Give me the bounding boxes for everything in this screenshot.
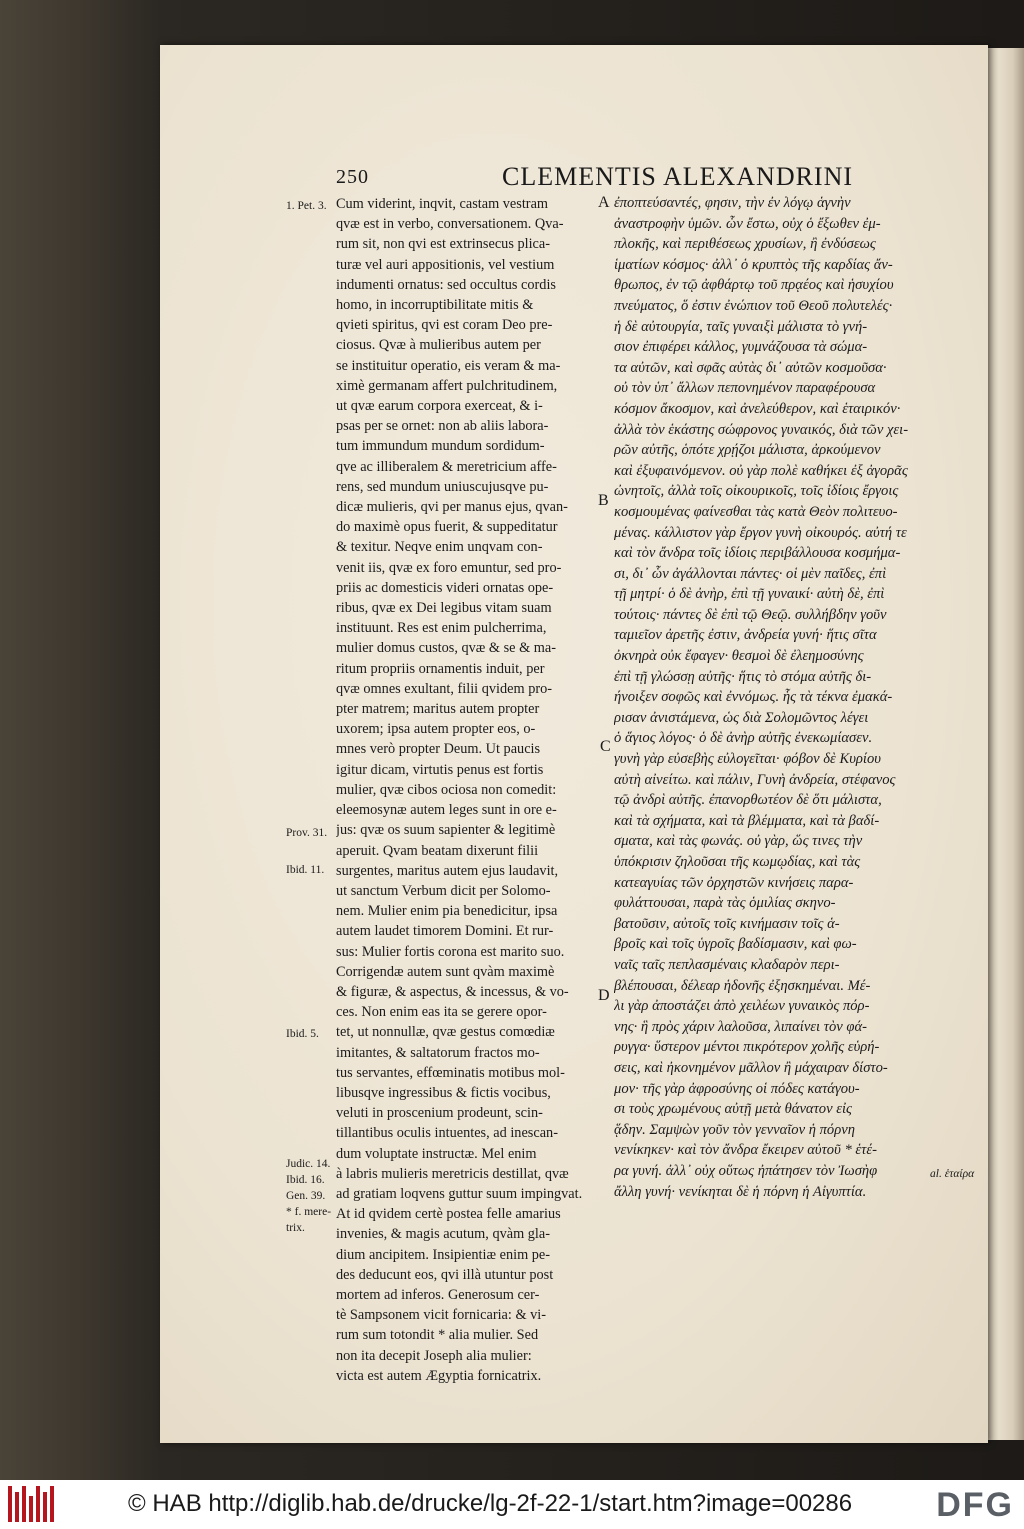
page-number: 250 (336, 166, 369, 188)
latin-text-line: qve ac illiberalem & meretricium affe- (336, 458, 557, 475)
latin-text-line: ad gratiam loqvens guttur suum impingvat. (336, 1185, 583, 1202)
hab-logo-icon (8, 1486, 58, 1522)
greek-text-line: ἱματίων κόσμος· ἀλλ᾽ ὁ κρυπτὸς τῆς καρδίας ἄν- (614, 256, 893, 273)
greek-text-line: ναῖς ταῖς πεπλασμέναις κλαδαρὸν περι- (614, 956, 840, 973)
greek-text-line: οὐ τὸν ὑπ᾽ ἄλλων πεπονημένον παραφέρουσα (614, 380, 876, 397)
latin-text-line: ut qvæ earum corpora exerceat, & i- (336, 398, 543, 415)
latin-text-line: invenies, & magis acutum, qvàm gla- (336, 1226, 551, 1243)
greek-text-line: καὶ τὰ σχήματα, καὶ τὰ βλέμματα, καὶ τὰ βαδί- (614, 812, 880, 829)
greek-text-line: ρισαν ἀνιστάμενα, ὡς διὰ Σολομῶντος λέγει (614, 709, 869, 726)
greek-text-line: ρῶν αὐτῆς, ὁπότε χρῄζοι μάλιστα, ἀρκούμενον (614, 442, 881, 459)
greek-column (614, 193, 974, 1202)
greek-text-line: σιον ἐπιφέρει κάλλος, γυμνάζουσα τὰ σώμα- (614, 339, 868, 356)
section-letter-d: D (598, 987, 610, 1004)
latin-text-line: At id qvidem certè postea felle amarius (336, 1206, 561, 1223)
latin-text-line: surgentes, maritus autem ejus laudavit, (336, 862, 559, 879)
latin-text-line: qvæ est in verbo, conversationem. Qva- (336, 216, 564, 233)
greek-text-line: ὁ ἅγιος λόγος· ὁ δὲ ἀνὴρ αὐτῆς ἐνεκωμίασεν. (614, 730, 873, 747)
latin-text-line: mulier domus custos, qvæ & se & ma- (336, 640, 556, 657)
greek-text-line: κοσμουμένας φαίνεσθαι τὰς κατὰ Θεὸν πολιτευο- (614, 503, 898, 520)
greek-text-line: ἀλλὰ τὸν ἑκάστης σώφρονος γυναικός, διὰ τῶν χει- (614, 421, 909, 438)
greek-text-line: βατοῦσιν, αὐτοῖς τοῖς κινήμασιν τοῖς ἁ- (614, 915, 840, 932)
greek-text-line: ὑπόκρισιν ζηλοῦσαι τῆς κωμῳδίας, καὶ τὰς (614, 854, 861, 870)
latin-text-line: ciosus. Qvæ à mulieribus autem per (336, 337, 541, 354)
latin-text-line: eleemosynæ autem leges sunt in ore e- (336, 802, 557, 819)
latin-text-line: non ita decepit Joseph alia mulier: (336, 1347, 532, 1364)
section-letter-b: B (598, 492, 609, 509)
latin-text-line: tus servantes, effœminatis motibus mol- (336, 1064, 565, 1081)
greek-text-line: κατεαγυίας τῶν ὀρχηστῶν κινήσεις παρα- (614, 874, 854, 891)
greek-text-line: βλέπουσαι, δέλεαρ ἡδονῆς ἐξησκημέναι. Μέ- (614, 977, 871, 994)
latin-text-line: instituunt. Res est enim pulcherrima, (336, 620, 547, 637)
latin-text-line: uxorem; ipsa autem propter eos, o- (336, 721, 536, 738)
book-spine-edge (988, 48, 1024, 1440)
greek-text-line: ρυγγα· ὕστερον μέντοι πικρότερον χολῆς εὑρή- (614, 1039, 880, 1056)
side-note-variant: al. ἑταίρα (930, 1168, 975, 1180)
latin-text-line: libusqve ingressibus & fictis vocibus, (336, 1084, 551, 1101)
greek-text-line: μον· τῆς γὰρ ἀφροσύνης οἱ πόδες κατάγου- (614, 1080, 860, 1097)
latin-text-line: nem. Mulier enim pia benedicitur, ipsa (336, 903, 558, 920)
latin-text-line: mnes verò propter Deum. Ut paucis (336, 741, 541, 758)
greek-text-line: θρωπος, ἐν τῷ ἀφθάρτῳ τοῦ πρᾳέος καὶ ἡσυχίου (614, 277, 894, 294)
greek-text-line: πνεύματος, ὅ ἐστιν ἐνώπιον τοῦ Θεοῦ πολυτελές· (614, 297, 893, 314)
latin-text-line: ces. Non enim eas ita se gerere opor- (336, 1004, 547, 1021)
latin-text-line: do maximè opus fuerit, & suppeditatur (336, 519, 558, 536)
latin-text-line: tum immundum mundum sordidum- (336, 438, 545, 455)
latin-text-line: mortem ad inferos. Generosum cer- (336, 1286, 540, 1303)
greek-text-line: νενίκηκεν· καὶ τὸν ἄνδρα ἔκειρεν αὐτοῦ * ἑτέ- (614, 1142, 877, 1159)
greek-text-line: σματα, καὶ τὰς φωνάς. οὐ γὰρ, ὥς τινες τὴν (614, 833, 863, 850)
latin-text-line: qvieti spiritus, qvi est coram Deo pre- (336, 317, 553, 334)
latin-text-line: tet, ut nonnullæ, qvæ gestus comœdiæ (336, 1024, 555, 1041)
greek-text-line: σεις, καὶ ἠκονημένον μᾶλλον ἢ μάχαιραν δίστο- (614, 1059, 888, 1076)
latin-text-line: dium ancipitem. Insipientiæ enim pe- (336, 1246, 551, 1263)
greek-text-line: ἐποπτεύσαντές, φησιν, τὴν ἐν λόγῳ ἁγνὴν (614, 195, 851, 211)
greek-text-line: νης· ἣ πρὸς χάριν λαλοῦσα, λιπαίνει τὸν φά- (614, 1018, 867, 1035)
latin-text-line: sus: Mulier fortis corona est marito suo. (336, 943, 565, 960)
latin-text-line: tè Sampsonem vicit fornicaria: & vi- (336, 1307, 547, 1324)
latin-text-line: à labris mulieris meretricis destillat, qvæ (336, 1165, 569, 1182)
margin-note-ibid-11: Ibid. 11. (286, 864, 325, 876)
latin-text-line: Corrigendæ autem sunt qvàm maximè (336, 963, 555, 980)
greek-text-line: τῇ μητρί· ὁ δὲ ἀνὴρ, ἐπὶ τῇ γυναικί· αὐτὴ δὲ, ἐπὶ (614, 586, 885, 603)
latin-text-line: igitur dicam, virtutis penus est fortis (336, 761, 544, 778)
latin-text-line: aperuit. Qvam beatam dixerunt filii (336, 842, 539, 859)
greek-text-line: ἡ δὲ αὐτουργία, ταῖς γυναιξὶ μάλιστα τὸ γνή- (614, 318, 868, 335)
latin-text-line: ribus, qvæ ex Dei legibus vitam suam (336, 600, 552, 617)
copyright-link[interactable]: © HAB http://diglib.hab.de/drucke/lg-2f-22-1/start.htm?image=00286 (128, 1490, 853, 1517)
greek-text-line: πλοκῆς, καὶ περιθέσεως χρυσίων, ἢ ἐνδύσεως (614, 236, 876, 253)
latin-text-line: priis ac domesticis videri ornatas ope- (336, 579, 554, 596)
latin-text-line: turæ vel auri appositionis, vel vestium (336, 256, 555, 273)
latin-text-line: indumenti ornatus: sed occultus cordis (336, 276, 556, 293)
latin-text-line: jus: qvæ os suum sapienter & legitimè (336, 822, 556, 839)
latin-text-line: rum sit, non qvi est extrinsecus plica- (336, 236, 551, 253)
margin-note-gen: Gen. 39. (286, 1190, 326, 1202)
margin-note-prov: Prov. 31. (286, 827, 328, 839)
greek-text-line: φυλάττουσαι, παρὰ τὰς ὁμιλίας σκηνο- (614, 895, 836, 912)
margin-note-ibid-16: Ibid. 16. (286, 1174, 325, 1186)
greek-text-line: βροῖς καὶ τοῖς ὑγροῖς βαδίσμασιν, καὶ φω- (614, 936, 857, 953)
latin-column (336, 194, 598, 1386)
latin-text-line: veluti in proscenium prodeunt, scin- (336, 1105, 543, 1122)
latin-text-line: & figuræ, & aspectus, & incessus, & vo- (336, 983, 569, 1000)
latin-text-line: psas per se ornet: non ab aliis labora- (336, 418, 549, 435)
greek-text-line: τῷ ἀνδρὶ αὐτῆς. ἐπανορθωτέον δὲ ὅτι μάλιστα, (614, 792, 882, 809)
greek-text-line: ἀναστροφὴν ὑμῶν. ὧν ἔστω, οὐχ ὁ ἔξωθεν ἐμ- (614, 215, 881, 232)
latin-text-line: ritum propriis ornamentis induit, per (336, 660, 545, 677)
margin-note-1pet: 1. Pet. 3. (286, 200, 327, 212)
latin-text-line: dum voluptate instructæ. Mel enim (336, 1145, 537, 1162)
latin-text-line: homo, in incorruptibilitate mitis & (336, 297, 534, 314)
latin-text-line: venit iis, qvæ ex foro emuntur, sed pro- (336, 559, 562, 576)
greek-text-line: τα αὐτῶν, καὶ σφᾶς αὐτὰς δι᾽ αὐτῶν κοσμοῦσα· (614, 359, 887, 376)
section-letter-a: A (598, 194, 610, 211)
latin-text-line: autem laudet timorem Domini. Et rur- (336, 923, 554, 940)
greek-text-line: σι τοὺς χρωμένους αὐτῇ μετὰ θάνατον εἰς (614, 1101, 852, 1118)
latin-text-line: mulier, qvæ cibos ociosa non comedit: (336, 781, 557, 798)
greek-text-line: καὶ τὸν ἄνδρα τοῖς ἰδίοις περιβάλλουσα κοσμήμα- (614, 545, 901, 562)
latin-text-line: Cum viderint, inqvit, castam vestram (336, 196, 549, 212)
latin-text-line: rens, sed mundum uniuscujusqve pu- (336, 478, 549, 495)
greek-text-line: ἄλλη γυνή· νενίκηται δὲ ἡ πόρνη ἡ Αἰγυπτία. (614, 1183, 867, 1200)
latin-text-line: rum sum totondit * alia mulier. Sed (336, 1327, 539, 1344)
greek-text-line: μένας. κάλλιστον γὰρ ἔργον γυνὴ οἰκουρός. αὐτή τε (614, 524, 907, 541)
latin-text-line: dicæ mulieris, qvi per manus ejus, qvan- (336, 499, 568, 516)
latin-text-line: victa est autem Ægyptia fornicatrix. (336, 1367, 542, 1384)
greek-text-line: κόσμον ἄκοσμον, καὶ ἀνελεύθερον, καὶ ἑταιρικόν· (614, 400, 901, 417)
greek-text-line: ταμιεῖον ἀρετῆς ἐστιν, ἀνδρεία γυνή· ἥτις σῖτα (614, 627, 877, 644)
greek-text-line: σι, δι᾽ ὧν ἀγάλλονται πάντες· οἱ μὲν παῖδες, ἐπὶ (614, 565, 887, 582)
latin-text-line: pter matrem; maritus autem propter (336, 701, 540, 718)
latin-text-line: tillantibus oculis intuentes, ad inescan- (336, 1125, 558, 1142)
margin-note-judic: Judic. 14. (286, 1158, 331, 1170)
greek-text-line: γυνὴ γὰρ εὐσεβὴς εὐλογεῖται· φόβον δὲ Κυρίου (614, 751, 881, 768)
greek-text-line: καὶ ἐξυφαινόμενον. οὐ γὰρ πολὲ καθήκει ἐξ ἀγορᾶς (614, 462, 908, 479)
greek-text-line: ρα γυνή. ἀλλ᾽ οὐχ οὕτως ἠπάτησεν τὸν Ἰωσὴφ (614, 1162, 878, 1179)
section-letter-c: C (600, 738, 611, 755)
margin-note-fmere: * f. mere- (286, 1206, 332, 1218)
latin-text-line: imitantes, & saltatorum fractos mo- (336, 1044, 540, 1061)
greek-text-line: ᾅδην. Σαμψὼν γοῦν τὸν γενναῖον ἡ πόρνη (614, 1121, 855, 1138)
greek-text-line: ὠνητοῖς, ἀλλὰ τοῖς οἰκουρικοῖς, τοῖς ἰδίοις ἔργοις (614, 483, 899, 500)
greek-text-line: αὐτὴ αἰνείτω. καὶ πάλιν, Γυνὴ ἀνδρεία, στέφανος (614, 771, 896, 788)
greek-text-line: ήνοιξεν σοφῶς καὶ ἐννόμως. ἧς τὰ τέκνα ἐμακά- (614, 689, 893, 706)
footer-bar (0, 1480, 1024, 1529)
margin-note-ibid-5: Ibid. 5. (286, 1028, 319, 1040)
latin-text-line: & texitur. Neqve enim unqvam con- (336, 539, 543, 556)
greek-text-line: τούτοις· πάντες δὲ ἐπὶ τῷ Θεῷ. συλλήβδην γοῦν (614, 606, 887, 623)
latin-text-line: des deducunt eos, qvi illà utuntur post (336, 1266, 554, 1283)
latin-text-line: qvæ omnes exultant, filii qvidem pro- (336, 680, 553, 697)
latin-text-line: ut sanctum Verbum dicit per Solomo- (336, 882, 551, 899)
dfg-logo: DFG (936, 1486, 1014, 1524)
latin-text-line: ximè germanam affert pulchritudinem, (336, 377, 558, 394)
latin-text-line: se instituitur operatio, eis veram & ma- (336, 357, 561, 374)
greek-text-line: λι γὰρ ἀποστάζει ἀπὸ χειλέων γυναικὸς πόρ- (614, 998, 870, 1015)
running-title: CLEMENTIS ALEXANDRINI (502, 162, 854, 191)
greek-text-line: ὀκνηρὰ οὐκ ἔφαγεν· θεσμοὶ δὲ ἐλεημοσύνης (614, 648, 864, 665)
margin-note-trix: trix. (286, 1222, 305, 1234)
greek-text-line: ἐπὶ τῇ γλώσσῃ αὐτῆς· ἥτις τὸ στόμα αὐτῆς δι- (614, 668, 872, 685)
